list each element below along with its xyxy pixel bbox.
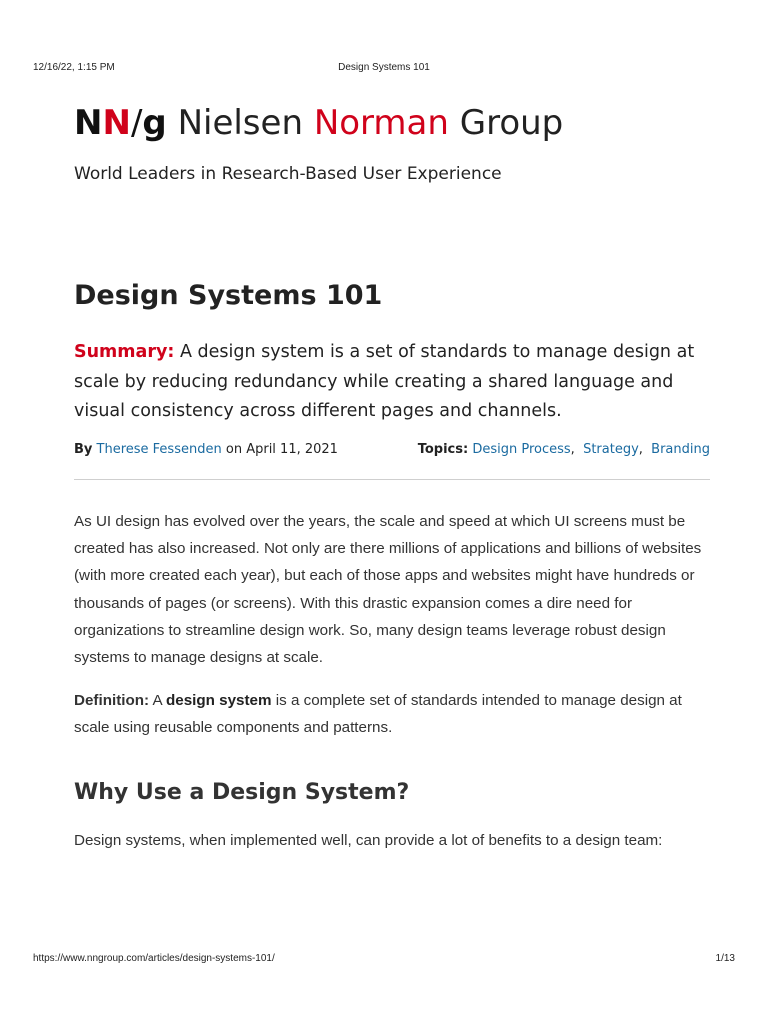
definition-label: Definition: xyxy=(74,692,150,709)
logo-mark-g: g xyxy=(142,103,167,143)
definition-term: design system xyxy=(166,692,272,709)
summary-label: Summary: xyxy=(74,342,175,362)
publish-date: April 11, 2021 xyxy=(246,442,338,457)
definition-rest: is a complete set of standards intended to manage design at scale using reusable components and patterns. xyxy=(74,692,682,737)
topics-label: Topics: xyxy=(417,442,469,457)
intro-paragraph: As UI design has evolved over the years, the scale and speed at which UI screens must be created has also increased. Not only are there millions of applications and billions of websites (with more created each year), but each of those apps and websites might have hundreds or thousands of pages (or screens). With this drastic expansion comes a dire need for organizations to streamline design work. So, many design teams leverage robust design systems to manage designs at scale. xyxy=(74,513,702,667)
definition-article: A xyxy=(152,692,162,709)
logo-word-nielsen: Nielsen xyxy=(177,103,303,143)
topic-link-branding[interactable]: Branding xyxy=(651,442,710,457)
logo-mark-slash: / xyxy=(130,103,143,143)
logo-word-group: Group xyxy=(459,103,564,143)
print-footer xyxy=(33,953,735,967)
print-page-title: Design Systems 101 xyxy=(338,62,430,73)
definition-paragraph xyxy=(74,687,714,741)
print-page-indicator: 1/13 xyxy=(715,953,735,964)
tagline: World Leaders in Research-Based User Experience xyxy=(74,164,502,184)
logo-word-norman: Norman xyxy=(313,103,449,143)
logo-mark-n1: N xyxy=(74,103,103,143)
logo-mark-n2: N xyxy=(102,103,131,143)
print-url: https://www.nngroup.com/articles/design-systems-101/ xyxy=(33,953,275,964)
nngroup-logo[interactable] xyxy=(74,100,563,146)
divider xyxy=(74,479,710,480)
benefits-paragraph: Design systems, when implemented well, can provide a lot of benefits to a design team: xyxy=(74,832,663,849)
author-link[interactable]: Therese Fessenden xyxy=(96,442,222,457)
topic-link-strategy[interactable]: Strategy xyxy=(583,442,639,457)
article-summary xyxy=(74,338,714,427)
section-heading-why: Why Use a Design System? xyxy=(74,780,410,805)
summary-text: A design system is a set of standards to manage design at scale by reducing redundancy while creating a shared language and visual consistency across different pages and channels. xyxy=(74,342,695,421)
print-header xyxy=(33,62,735,76)
by-label: By xyxy=(74,442,93,457)
article-title: Design Systems 101 xyxy=(74,280,383,311)
topics: Topics: Design Process, Strategy, Branding xyxy=(417,442,710,457)
print-datetime: 12/16/22, 1:15 PM xyxy=(33,62,115,73)
topic-link-design-process[interactable]: Design Process xyxy=(472,442,571,457)
date-prefix: on xyxy=(225,442,243,457)
byline xyxy=(74,442,710,460)
